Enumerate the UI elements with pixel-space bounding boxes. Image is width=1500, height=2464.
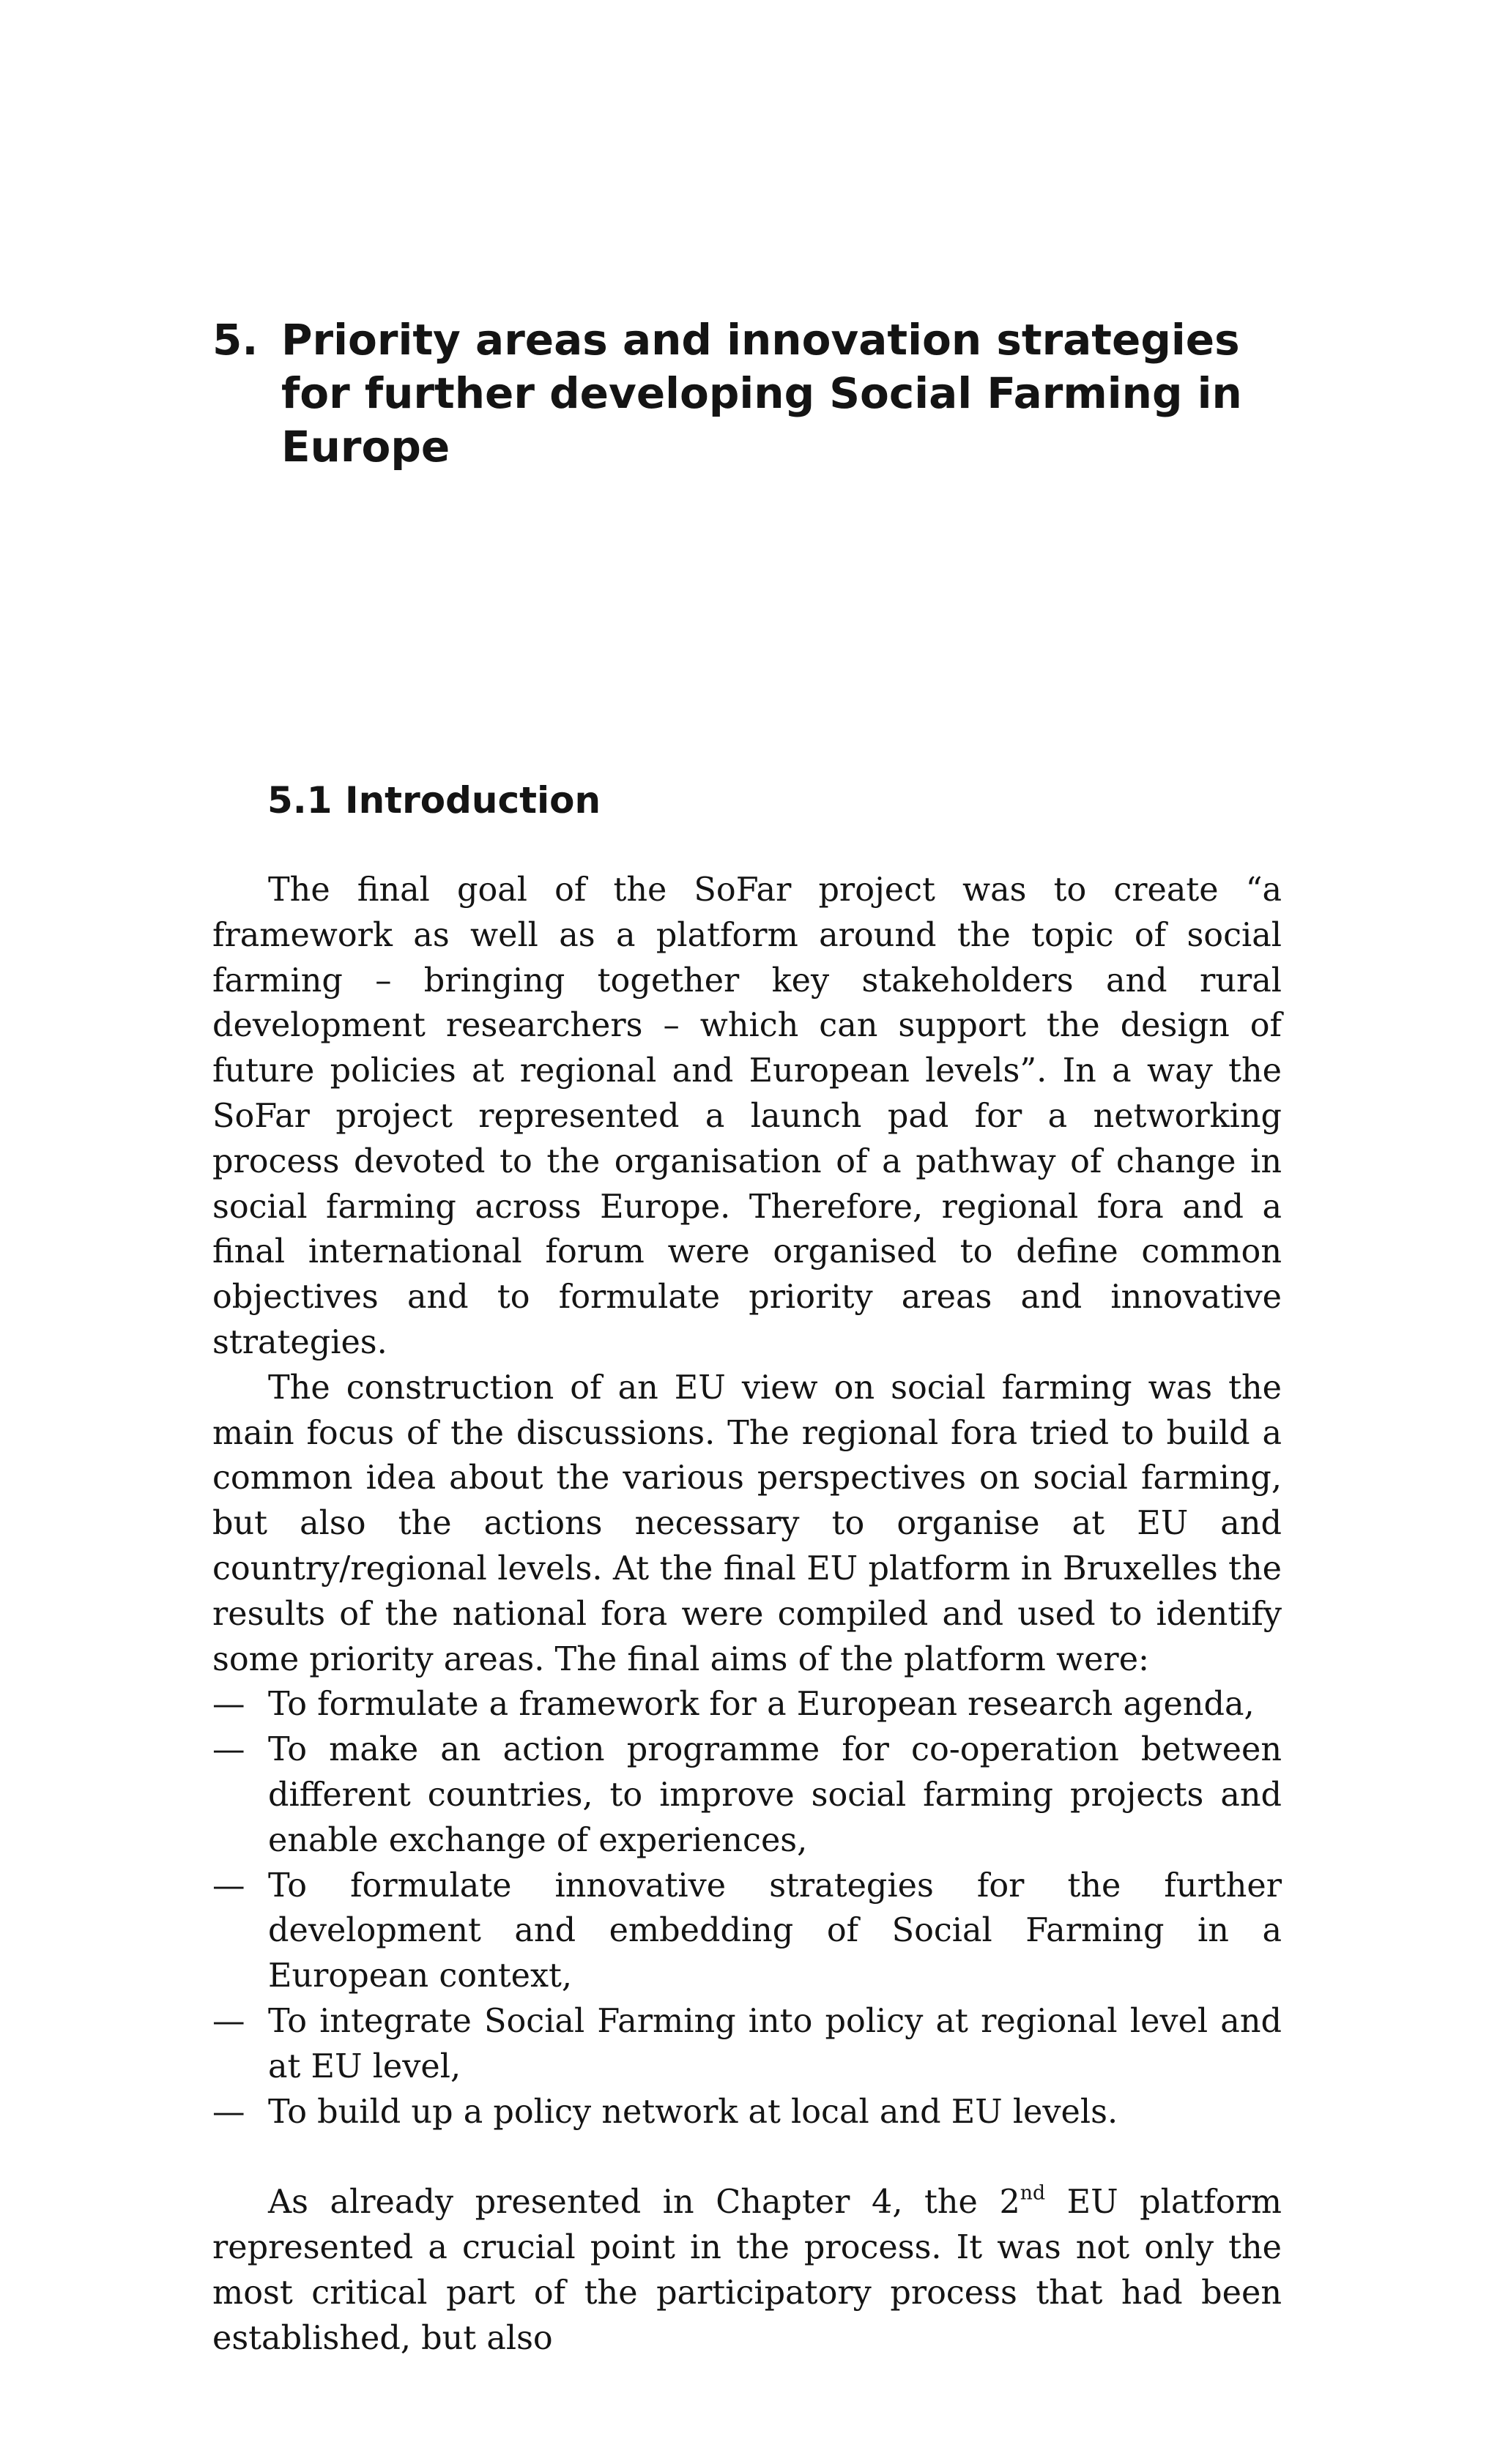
list-item-text: To formulate a framework for a European research agenda, bbox=[268, 1686, 1255, 1724]
list-item-text: To integrate Social Farming into policy at regional level and at EU level, bbox=[268, 2002, 1282, 2085]
paragraph-3-end: EU platform represented a crucial point in the process. It was not only the most critical part of the participatory process that had been established, but also bbox=[212, 2184, 1282, 2357]
section-heading: 5.1 Introduction bbox=[267, 779, 601, 822]
chapter-title bbox=[212, 313, 1296, 474]
dash-bullet: — bbox=[212, 2093, 245, 2131]
body-text bbox=[212, 868, 1282, 2361]
paragraph-3-start: As already presented in Chapter 4, the 2 bbox=[268, 2184, 1020, 2222]
ordinal-superscript: nd bbox=[1020, 2181, 1046, 2205]
list-item bbox=[212, 1682, 1282, 1727]
list-item-text: To formulate innovative strategies for the further development and embedding of Social Farming in a European context, bbox=[268, 1866, 1282, 1995]
list-item bbox=[212, 1999, 1282, 2090]
dash-bullet: — bbox=[212, 1731, 245, 1769]
list-item bbox=[212, 1864, 1282, 1999]
chapter-title-text: Priority areas and innovation strategies for further developing Social Farming in Europe bbox=[281, 315, 1242, 472]
dash-bullet: — bbox=[212, 1686, 245, 1724]
paragraph-1: The final goal of the SoFar project was to create “a framework as well as a platform around the topic of social farming – bringing together key stakeholders and rural development researchers – which can support the design of future policies at regional and European levels”. In a way the SoFar project represented a launch pad for a networking process devoted to the organisation of a pathway of change in social farming across Europe. Therefore, regional fora and a final international forum were organised to define common objectives and to formulate priority areas and innovative strategies. bbox=[212, 871, 1282, 1361]
aims-list bbox=[212, 1682, 1282, 2134]
dash-bullet: — bbox=[212, 1866, 245, 1905]
chapter-number: 5. bbox=[212, 315, 259, 365]
dash-bullet: — bbox=[212, 2002, 245, 2040]
list-item bbox=[212, 1727, 1282, 1863]
list-item bbox=[212, 2090, 1282, 2135]
paragraph-2: The construction of an EU view on social farming was the main focus of the discussions. The regional fora tried to build a common idea about the various perspectives on social farming, but also the actions necessary to organise at EU and country/regional levels. At the final EU platform in Bruxelles the results of the national fora were compiled and used to identify some priority areas. The final aims of the platform were: bbox=[212, 1369, 1282, 1678]
list-item-text: To build up a policy network at local and EU levels. bbox=[268, 2093, 1118, 2131]
paragraph-3 bbox=[212, 2180, 1282, 2361]
list-item-text: To make an action programme for co-operation between different countries, to improve social farming projects and enable exchange of experiences, bbox=[268, 1731, 1282, 1859]
